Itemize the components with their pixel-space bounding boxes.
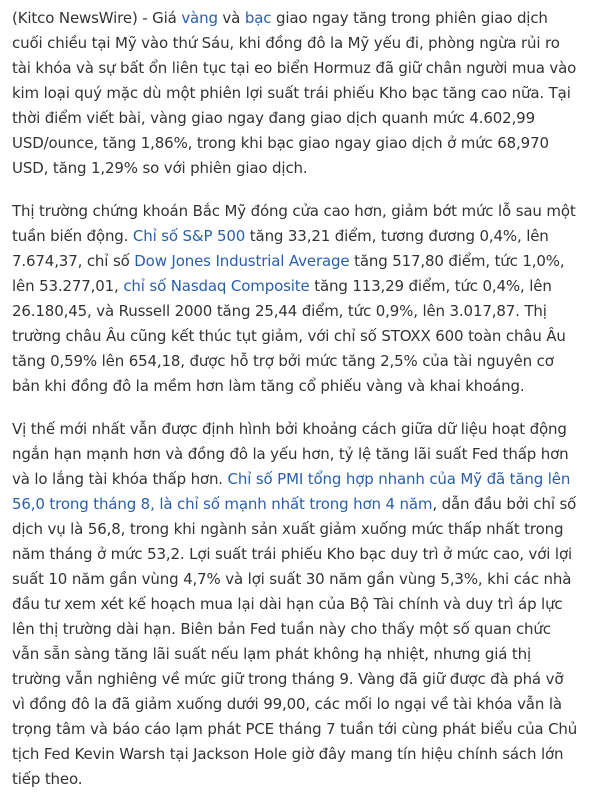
gold-link[interactable]: vàng bbox=[181, 9, 218, 27]
pmi-link[interactable]: Chỉ số PMI tổng hợp nhanh của Mỹ đã tăng lên 56,0 trong tháng 8, là chỉ số mạnh nhất trong hơn 4 năm bbox=[12, 470, 571, 513]
text-segment: tăng 517,80 điểm, tức 1,0%, lên 53.277,01, bbox=[12, 252, 565, 295]
text-segment: Vị thế mới nhất vẫn được định hình bởi khoảng cách giữa dữ liệu hoạt động ngắn hạn mạnh hơn và đồng đô la yếu hơn, tỷ lệ tăng lãi suất Fed thấp hơn và lo lắng tài khóa thấp hơn. bbox=[12, 420, 569, 488]
paragraph-positioning bbox=[12, 417, 580, 792]
text-segment: giao ngay tăng trong phiên giao dịch cuối chiều tại Mỹ vào thứ Sáu, khi đồng đô la Mỹ yếu đi, phòng ngừa rủi ro tài khóa và sự bất ổn liên tục tại eo biển Hormuz đã giữ chân người mua vào kim loại quý mặc dù một phiên lợi suất trái phiếu Kho bạc tăng cao nữa. Tại thời điểm viết bài, vàng giao ngay đang giao dịch quanh mức 4.602,99 USD/ounce, tăng 1,86%, trong khi bạc giao ngay giao dịch ở mức 68,970 USD, tăng 1,29% so với phiên giao dịch. bbox=[12, 9, 577, 177]
text-segment: tăng 113,29 điểm, tức 0,4%, lên 26.180,45, và Russell 2000 tăng 25,44 điểm, tức 0,9%, lên 3.017,87. Thị trường châu Âu cũng kết thúc tụt giảm, với chỉ số STOXX 600 toàn châu Âu tăng 0,59% lên 654,18, được hỗ trợ bởi mức tăng 2,5% của tài nguyên cơ bản khi đồng đô la mềm hơn làm tăng cổ phiếu vàng và khai khoáng. bbox=[12, 277, 566, 395]
dow-prefix-link[interactable]: số bbox=[112, 252, 130, 270]
text-segment: (Kitco NewsWire) - Giá bbox=[12, 9, 182, 27]
sp500-link[interactable]: Chỉ số S&P 500 bbox=[132, 227, 246, 245]
dow-jones-link[interactable]: Dow Jones Industrial Average bbox=[134, 252, 350, 270]
silver-link[interactable]: bạc bbox=[244, 9, 272, 27]
text-segment: tăng 33,21 điểm, tương đương 0,4%, lên 7.674,37, chỉ bbox=[12, 227, 549, 270]
text-segment: , dẫn đầu bởi chỉ số dịch vụ là 56,8, trong khi ngành sản xuất giảm xuống mức thấp nhất trong năm tháng ở mức 53,2. Lợi suất trái phiếu Kho bạc duy trì ở mức cao, với lợi suất 10 năm gần vùng 4,7% và lợi suất 30 năm gần vùng 5,3%, khi các nhà đầu tư xem xét kế hoạch mua lại dài hạn của Bộ Tài chính và duy trì áp lực lên thị trường dài hạn. Biên bản Fed tuần này cho thấy một số quan chức vẫn sẵn sàng tăng lãi suất nếu lạm phát không hạ nhiệt, nhưng giá thị trường vẫn nghiêng về mức giữ trong tháng 9. Vàng đã giữ được đà phá vỡ vì đồng đô la đã giảm xuống dưới 99,00, các mối lo ngại về tài khóa vẫn là trọng tâm và báo cáo lạm phát PCE tháng 7 tuần tới cùng phát biểu của Chủ tịch Fed Kevin Warsh tại Jackson Hole giờ đây mang tín hiệu chính sách lớn tiếp theo. bbox=[12, 495, 578, 788]
nasdaq-link[interactable]: chỉ số Nasdaq Composite bbox=[123, 277, 310, 295]
text-segment: và bbox=[217, 9, 245, 27]
text-segment: Thị trường chứng khoán Bắc Mỹ đóng cửa cao hơn, giảm bớt mức lỗ sau một tuần biến động. bbox=[12, 202, 576, 245]
paragraph-stocks bbox=[12, 199, 580, 399]
paragraph-metals bbox=[12, 6, 580, 181]
